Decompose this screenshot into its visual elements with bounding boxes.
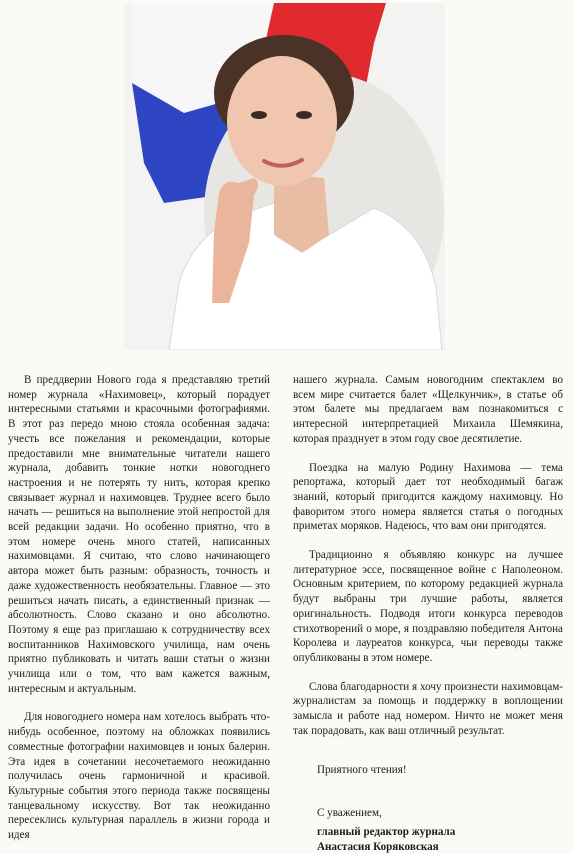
- article-right-column: [293, 373, 563, 854]
- article-left-column: [8, 373, 270, 843]
- paragraph: Поездка на малую Родину Нахимова — тема репортажа, который дает тот необходимый багаж знаний, который пригодится каждому нахимовцу. Но фаворитом этого номера является статья о погодных приметах моряков. Надеюсь, что вам они пригодятся.: [293, 461, 563, 533]
- signature-role: главный редактор журнала: [317, 825, 456, 838]
- signature-name: Анастасия Коряковская: [317, 840, 439, 853]
- paragraph: Традиционно я объявляю конкурс на лучшее литературное эссе, посвященное войне с Наполеоном. Основным критерием, по которому редакцией журнала будут выбраны три лучшие работы, является оригинальность. Подводя итоги конкурса переводов стихотворений о море, я поздравляю победителя Антона Королева и лауреатов конкурса, чьи переводы также опубликованы в этом номере.: [293, 549, 563, 664]
- regards-line: С уважением,: [317, 807, 382, 820]
- paragraph: Слова благодарности я хочу произнести нахимовцам-журналистам за помощь и поддержку в воплощении замысла и работе над номером. Ничто не может меня так порадовать, как ваш отличный результат.: [293, 680, 563, 737]
- paragraph: Для новогоднего номера нам хотелось выбрать что-нибудь особенное, поэтому на обложках появились совместные фотографии нахимовцев и юных балерин. Эта идея в сочетании несочетаемого неожиданно получилась очень гармоничной и красивой. Культурные события этого периода также посвящены танцевальному искусству. Вот так неожиданно пересеклись культурная параллель в жизни города и идея: [8, 711, 270, 842]
- paragraph: В преддверии Нового года я представляю третий номер журнала «Нахимовец», который порадует интересными статьями и красочными фотографиями. В этот раз передо мною стояла особенная задача: учесть все пожелания и рекомендации, которые предоставили мне внимательные читатели нашего журнала, добавить тонкие нотки новогоднего настроения и не потерять ту нить, которая крепко связывает журнал и нахимовцев. Труднее всего было начать — решиться на выполнение этой непростой для всей редакции задачи. Но особенно приятно, что в этом номере очень много статей, написанных нахимовцами. Я считаю, что слово начинающего автора может быть разным: образность, точность и даже художественность необязательны. Главное — это решиться начать писать, а единственный признак — абсолютность. Слово сказано и оно абсолютно. Поэтому я еще раз приглашаю к сотрудничеству всех воспитанников Нахимовского училища, нам очень приятно публиковать и читать ваши статьи о жизни училища или о том, что вам кажется важным, интересным и актуальным.: [8, 374, 270, 695]
- salutation: Приятного чтения!: [317, 764, 407, 777]
- editor-portrait-photo: [124, 3, 445, 350]
- editor-portrait-image: [124, 3, 445, 350]
- paragraph: нашего журнала. Самым новогодним спектаклем во всем мире считается балет «Щелкунчик», в статье об этом балете мы предлагаем вам познакомиться с интересной интерпретацией Михаила Шемякина, которая празднует в этом году свое десятилетие.: [293, 374, 563, 445]
